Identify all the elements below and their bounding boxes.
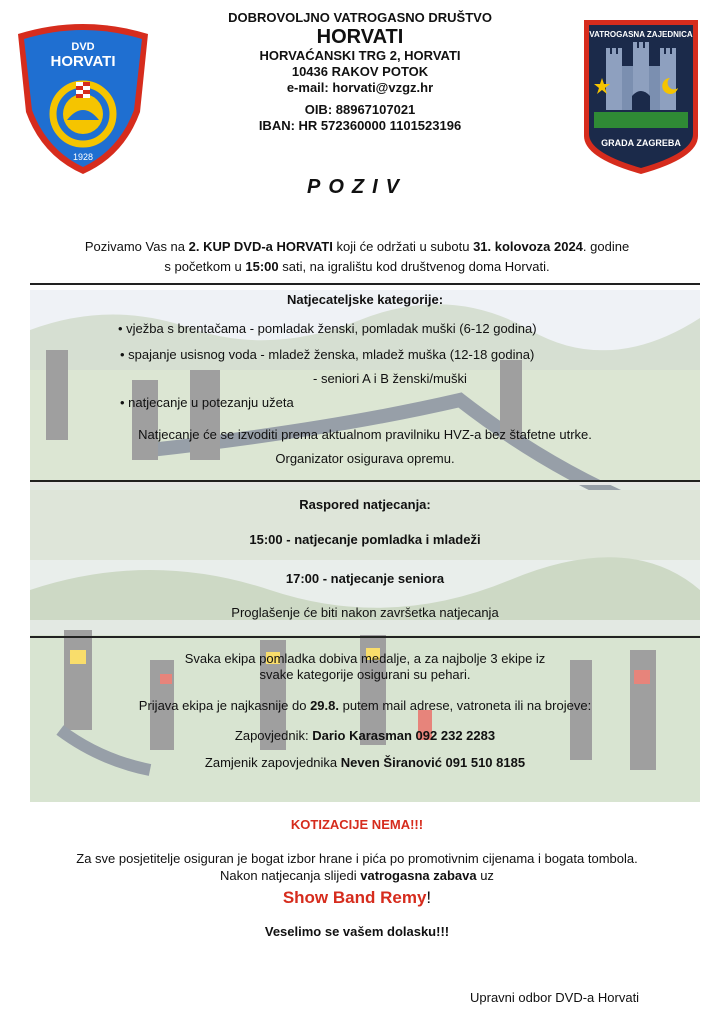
categories-heading: Natjecateljske kategorije: [286,292,444,307]
logo-right-top: VATROGASNA ZAJEDNICA [589,30,693,39]
registration-date: 29.8. [310,698,339,713]
registration-text-a: Prijava ekipa je najkasnije do [138,698,311,713]
intro-event: 2. KUP DVD-a HORVATI [188,239,333,254]
announcement-note: Proglašenje će biti nakon završetka natjecanja [231,605,499,620]
category-item: • natjecanje u potezanju užeta [120,395,294,410]
schedule-slot: 17:00 - natjecanje seniora [285,571,445,586]
registration-info [30,698,700,714]
intro-text-b: koji će održati u subotu [332,239,474,254]
visitors-line-c: uz [476,868,494,883]
commander-label: Zapovjednik: [234,728,313,743]
org-name: HORVATI [316,26,404,48]
intro-text-c: . godine [582,239,630,254]
category-item: • spajanje usisnog voda - mladež ženska, mladež muška (12-18 godina) [120,347,535,362]
divider [30,480,700,482]
signature: Upravni odbor DVD-a Horvati [470,990,640,1005]
deputy-contact [30,755,700,771]
logo-left-year: 1928 [72,152,94,162]
deputy-name-phone[interactable]: Neven Širanović 091 510 8185 [340,755,526,770]
prizes-line: svake kategorije osigurani su pehari. [259,667,471,682]
logo-left-name: HORVATI [50,53,116,70]
org-city: 10436 RAKOV POTOK [291,64,429,79]
logo-right-bottom: GRADA ZAGREBA [601,138,681,148]
party-name: vatrogasna zabava [360,868,477,883]
visitors-line: Za sve posjetitelje osiguran je bogat izbor hrane i pića po promotivnim cijenama i bogata tombola. [76,851,638,866]
schedule-heading: Raspored natjecanja: [299,497,431,512]
logo-left-top: DVD [71,41,95,53]
band-name-bang: ! [426,888,432,907]
closing-line: Veselimo se vašem dolasku!!! [264,924,450,939]
commander-name-phone[interactable]: Dario Karasman 092 232 2283 [312,728,496,743]
band-name [0,888,714,908]
commander-contact [30,728,700,744]
org-email[interactable]: e-mail: horvati@vzgz.hr [286,80,434,95]
org-iban: IBAN: HR 572360000 1101523196 [258,118,462,133]
registration-text-b: putem mail adrese, vatroneta ili na brojeve: [339,698,592,713]
visitors-info [20,850,694,884]
fee-notice: KOTIZACIJE NEMA!!! [290,817,424,832]
org-oib: OIB: 88967107021 [304,102,416,117]
intro-text-d: s početkom u [164,259,246,274]
schedule-slot: 15:00 - natjecanje pomladka i mladeži [249,532,481,547]
org-address: HORVAĆANSKI TRG 2, HORVATI [259,48,461,63]
intro-text-a: Pozivamo Vas na [84,239,189,254]
vz-grada-zagreba-logo [582,18,700,176]
rules-note: Natjecanje će se izvoditi prema aktualnom pravilniku HVZ-a bez štafetne utrke. [138,427,592,442]
dvd-horvati-logo [12,20,154,176]
intro-text-e: sati, na igralištu kod društvenog doma Horvati. [278,259,550,274]
category-item: - seniori A i B ženski/muški [313,371,467,386]
divider [30,636,700,638]
divider [30,283,700,285]
deputy-label: Zamjenik zapovjednika [204,755,341,770]
organization-header [150,10,570,134]
intro-date: 31. kolovoza 2024 [473,239,583,254]
org-line: DOBROVOLJNO VATROGASNO DRUŠTVO [228,10,492,25]
page-title: POZIV [306,176,407,198]
intro-time: 15:00 [245,259,279,274]
equipment-note: Organizator osigurava opremu. [275,451,455,466]
invitation-intro [30,237,684,277]
prizes-line: Svaka ekipa pomladka dobiva medalje, a za najbolje 3 ekipe iz [184,651,546,666]
visitors-line-a: Nakon natjecanja slijedi [220,868,361,883]
band-name-text: Show Band Remy [282,888,427,907]
category-item: • vježba s brentačama - pomladak ženski, pomladak muški (6-12 godina) [118,321,537,336]
